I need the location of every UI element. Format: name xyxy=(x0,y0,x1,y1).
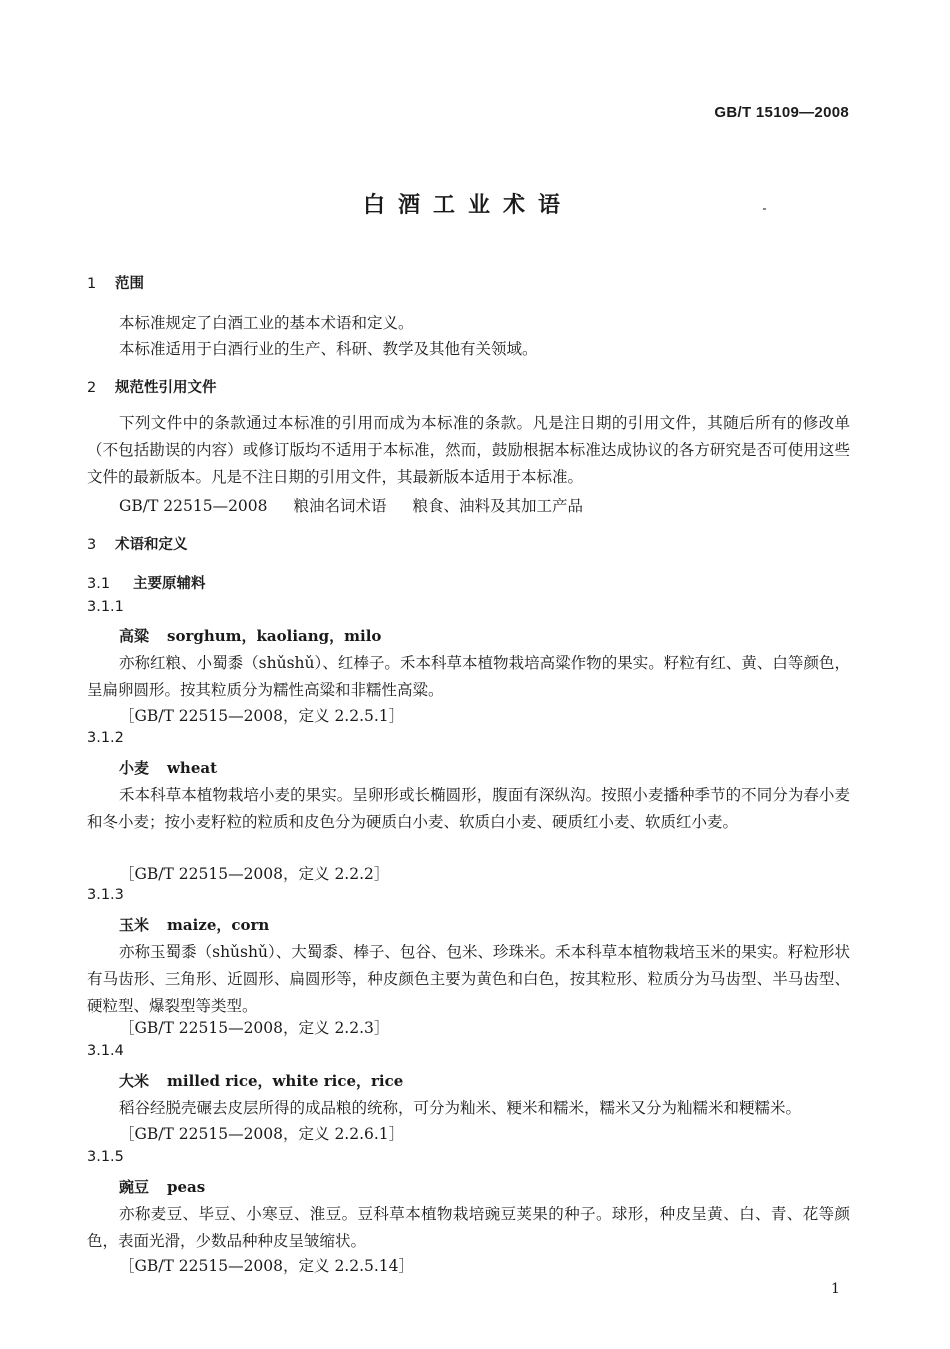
paragraph: 本标准规定了白酒工业的基本术语和定义。 xyxy=(119,314,414,332)
page-number: 1 xyxy=(831,1281,840,1297)
section-1-heading xyxy=(87,272,144,293)
scan-speck xyxy=(763,208,766,210)
term-source: ［GB/T 22515—2008，定义 2.2.2］ xyxy=(119,865,390,883)
term-entry xyxy=(119,757,217,778)
term-source: ［GB/T 22515—2008，定义 2.2.6.1］ xyxy=(119,1125,405,1143)
term-en: maize，corn xyxy=(167,916,270,934)
term-definition: 亦称麦豆、毕豆、小寒豆、淮豆。豆科草本植物栽培豌豆荚果的种子。球形，种皮呈黄、白、青、花等颜色，表面光滑，少数品种种皮呈皱缩状。 xyxy=(87,1205,850,1250)
term-number: 3.1.5 xyxy=(87,1149,124,1165)
term-definition: 稻谷经脱壳碾去皮层所得的成品粮的统称，可分为籼米、粳米和糯米，糯米又分为籼糯米和粳糯米。 xyxy=(119,1099,802,1117)
term-entry xyxy=(119,914,269,935)
term-definition: 禾本科草本植物栽培小麦的果实。呈卵形或长椭圆形，腹面有深纵沟。按照小麦播种季节的不同分为春小麦和冬小麦；按小麦籽粒的粒质和皮色分为硬质白小麦、软质白小麦、硬质红小麦、软质红小麦。 xyxy=(87,786,850,831)
term-en: peas xyxy=(167,1178,206,1196)
term-zh: 豌豆 xyxy=(119,1178,150,1196)
reference-subtitle: 粮食、油料及其加工产品 xyxy=(412,497,584,515)
section-number: 1 xyxy=(87,276,97,292)
section-title: 规范性引用文件 xyxy=(115,380,217,396)
section-title: 术语和定义 xyxy=(115,537,188,553)
term-number: 3.1.3 xyxy=(87,887,124,903)
term-en: wheat xyxy=(167,759,218,777)
term-definition: 亦称玉蜀黍（shǔshǔ）、大蜀黍、棒子、包谷、包米、珍珠米。禾本科草本植物栽培玉米的果实。籽粒形状有马齿形、三角形、近圆形、扁圆形等，种皮颜色主要为黄色和白色，按其粒形、粒质分为马齿型、半马齿型、硬粒型、爆裂型等类型。 xyxy=(87,943,850,1015)
term-en: sorghum，kaoliang，milo xyxy=(167,627,382,645)
term-source: ［GB/T 22515—2008，定义 2.2.3］ xyxy=(119,1019,390,1037)
subsection-title: 主要原辅料 xyxy=(133,576,206,592)
term-number: 3.1.4 xyxy=(87,1043,124,1059)
section-number: 3 xyxy=(87,537,97,553)
subsection-number: 3.1 xyxy=(87,576,111,592)
reference-code: GB/T 22515—2008 xyxy=(119,497,268,515)
section-number: 2 xyxy=(87,380,97,396)
term-source: ［GB/T 22515—2008，定义 2.2.5.1］ xyxy=(119,707,405,725)
term-definition: 亦称红粮、小蜀黍（shǔshǔ）、红棒子。禾本科草本植物栽培高粱作物的果实。籽粒有红、黄、白等颜色，呈扁卵圆形。按其粒质分为糯性高粱和非糯性高粱。 xyxy=(87,654,850,699)
term-zh: 高粱 xyxy=(119,627,150,645)
paragraph: 下列文件中的条款通过本标准的引用而成为本标准的条款。凡是注日期的引用文件，其随后所有的修改单（不包括勘误的内容）或修订版均不适用于本标准，然而，鼓励根据本标准达成协议的各方研究是否可使用这些文件的最新版本。凡是不注日期的引用文件，其最新版本适用于本标准。 xyxy=(87,414,850,486)
subsection-heading xyxy=(87,572,206,593)
paragraph: 本标准适用于白酒行业的生产、科研、教学及其他有关领域。 xyxy=(119,340,538,358)
document-title: 白酒工业术语 xyxy=(362,193,573,218)
term-en: milled rice，white rice，rice xyxy=(167,1072,404,1090)
section-2-heading xyxy=(87,376,217,397)
normative-reference xyxy=(119,494,583,516)
term-zh: 玉米 xyxy=(119,916,150,934)
term-entry xyxy=(119,1070,403,1091)
section-3-heading xyxy=(87,533,188,554)
standard-number: GB/T 15109—2008 xyxy=(714,104,849,121)
term-number: 3.1.1 xyxy=(87,599,124,615)
term-entry xyxy=(119,625,381,646)
reference-title: 粮油名词术语 xyxy=(293,497,387,515)
section-title: 范围 xyxy=(115,276,144,292)
term-entry xyxy=(119,1176,205,1197)
term-number: 3.1.2 xyxy=(87,730,124,746)
term-zh: 大米 xyxy=(119,1072,150,1090)
term-zh: 小麦 xyxy=(119,759,150,777)
term-source: ［GB/T 22515—2008，定义 2.2.5.14］ xyxy=(119,1257,415,1275)
